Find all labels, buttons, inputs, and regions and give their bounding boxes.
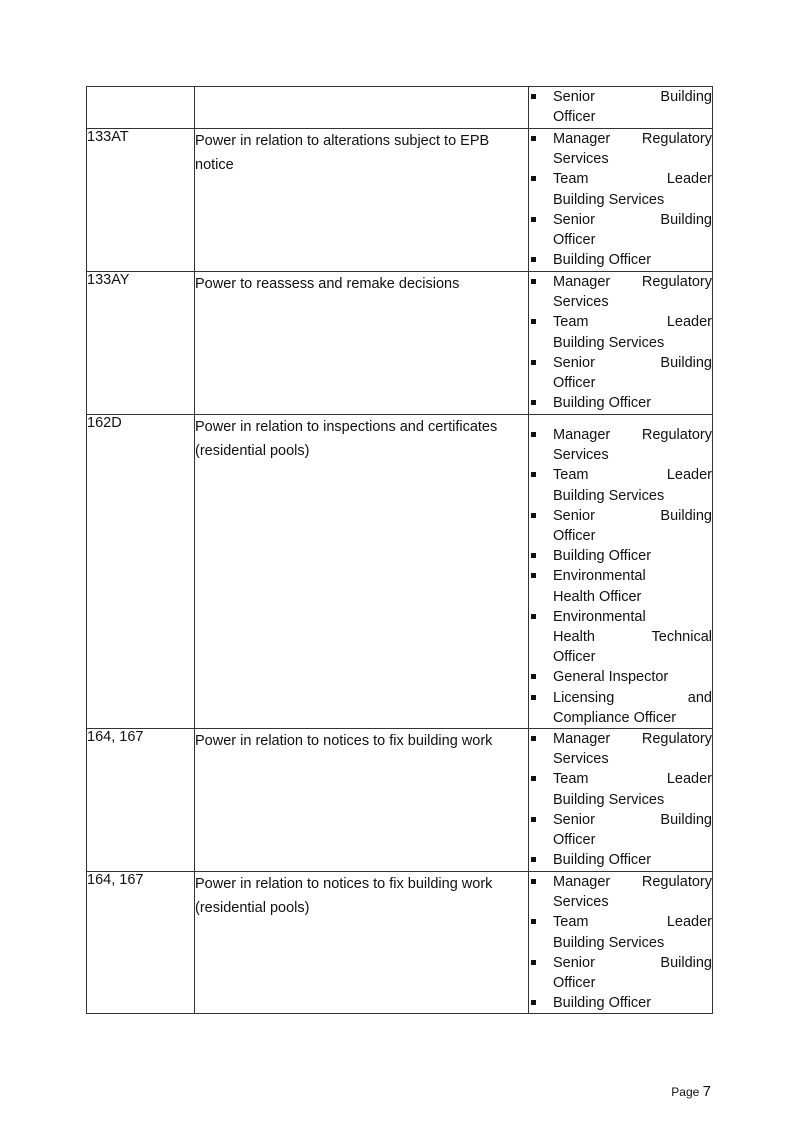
officer-list-item [529,872,712,912]
officer-title: Senior Building Officer [553,811,712,849]
officer-title: Building Officer [553,548,652,565]
officer-title: Building Officer [553,252,652,269]
officer-list-item [529,465,712,505]
power-description-cell: Power in relation to notices to fix building work (residential pools) [195,872,529,1014]
officer-list-item [529,566,712,606]
delegate-officers-cell [529,129,713,272]
officer-list-item [529,667,712,687]
power-description-cell: Power in relation to alterations subject to EPB notice [195,129,529,272]
officer-title: Senior Building Officer [553,354,712,392]
page-number [671,1083,711,1100]
officer-title: Senior Building Officer [553,89,712,126]
officer-list-item [529,272,712,312]
officer-list-item [529,87,712,127]
square-bullet-icon [531,1000,536,1005]
officer-list-item [529,607,712,668]
officer-list-item [529,729,712,769]
officer-title: Manager Regulatory Services [553,731,712,768]
officer-title: Senior Building Officer [553,211,712,249]
square-bullet-icon [531,400,536,405]
square-bullet-icon [531,553,536,558]
officer-list [529,425,712,728]
officer-title: Team Leader Building Services [553,314,712,351]
table-row [87,272,713,415]
officer-list-item [529,769,712,809]
officer-title: Team Leader Building Services [553,171,712,208]
officer-list-item [529,912,712,952]
officer-list-item [529,129,712,169]
officer-list-item [529,506,712,546]
officer-title: Team Leader Building Services [553,771,712,808]
officer-title: Licensing and Compliance Officer [553,689,712,726]
officer-list-item [529,993,712,1013]
officer-title: General Inspector [553,669,669,686]
delegate-officers-cell [529,872,713,1014]
square-bullet-icon [531,960,536,965]
officer-title: Manager Regulatory Services [553,131,712,168]
officer-title: Manager Regulatory Services [553,427,712,464]
square-bullet-icon [531,614,536,619]
square-bullet-icon [531,432,536,437]
square-bullet-icon [531,136,536,141]
square-bullet-icon [531,217,536,222]
section-cell: 164, 167 [87,729,195,872]
officer-list-item [529,353,712,393]
power-description-cell: Power to reassess and remake decisions [195,272,529,415]
officer-title: Senior Building Officer [553,507,712,545]
section-cell: 162D [87,415,195,729]
officer-title: Building Officer [553,852,652,869]
power-description-cell: Power in relation to inspections and certificates (residential pools) [195,415,529,729]
square-bullet-icon [531,573,536,578]
officer-list-item [529,169,712,209]
section-cell: 133AT [87,129,195,272]
square-bullet-icon [531,776,536,781]
officer-title: Building Officer [553,995,652,1012]
officer-list-item [529,850,712,870]
square-bullet-icon [531,879,536,884]
delegate-officers-cell [529,87,713,129]
officer-title: Manager Regulatory Services [553,874,712,911]
table-row [87,129,713,272]
table-row [87,415,713,729]
officer-list [529,272,712,413]
square-bullet-icon [531,94,536,99]
square-bullet-icon [531,695,536,700]
square-bullet-icon [531,919,536,924]
officer-title: Senior Building Officer [553,954,712,992]
officer-list-item [529,250,712,270]
square-bullet-icon [531,817,536,822]
delegate-officers-cell [529,415,713,729]
page-label: Page [671,1085,700,1099]
table-row [87,872,713,1014]
power-description-cell [195,87,529,129]
officer-title: Environmental Health Officer [553,568,646,605]
officer-title: Team Leader Building Services [553,914,712,951]
square-bullet-icon [531,176,536,181]
officer-title: Manager Regulatory Services [553,274,712,311]
officer-list [529,87,712,127]
section-cell [87,87,195,129]
square-bullet-icon [531,857,536,862]
officer-list-item [529,688,712,728]
power-description-cell: Power in relation to notices to fix building work [195,729,529,872]
officer-list-item [529,425,712,465]
officer-list-item [529,546,712,566]
officer-list [529,729,712,870]
square-bullet-icon [531,360,536,365]
officer-list-item [529,810,712,850]
square-bullet-icon [531,279,536,284]
delegate-officers-cell [529,729,713,872]
officer-list-item [529,393,712,413]
officer-list [529,129,712,270]
officer-list-item [529,210,712,250]
section-cell: 133AY [87,272,195,415]
officer-list-item [529,312,712,352]
table-row [87,87,713,129]
officer-title: Building Officer [553,395,652,412]
square-bullet-icon [531,674,536,679]
square-bullet-icon [531,257,536,262]
officer-list [529,872,712,1013]
page-number-value: 7 [702,1083,711,1100]
square-bullet-icon [531,472,536,477]
officer-title: Environmental Health Technical Officer [553,608,712,666]
square-bullet-icon [531,736,536,741]
square-bullet-icon [531,513,536,518]
delegate-officers-cell [529,272,713,415]
section-cell: 164, 167 [87,872,195,1014]
officer-list-item [529,953,712,993]
table-row [87,729,713,872]
delegation-table [86,86,713,1014]
officer-title: Team Leader Building Services [553,467,712,504]
square-bullet-icon [531,319,536,324]
